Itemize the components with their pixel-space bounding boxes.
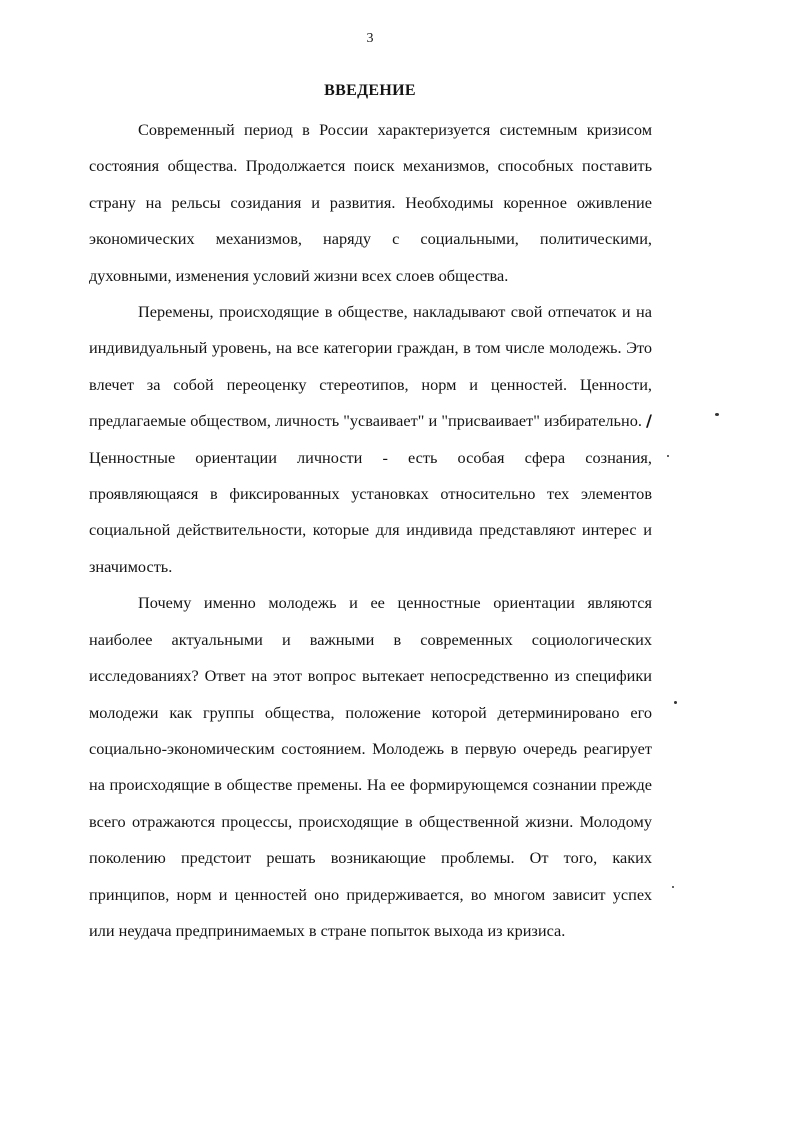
scan-speck bbox=[667, 455, 669, 457]
scan-speck bbox=[672, 886, 674, 888]
paragraph-1: Современный период в России характеризуется системным кризисом состояния общества. Продолжается поиск механизмов, способных поставить страну на рельсы созидания и развития. Необходимы коренное оживление экономических механизмов, наряду с социальными, политическими, духовными, изменения условий жизни всех слоев общества. bbox=[89, 120, 652, 285]
document-body bbox=[89, 112, 652, 949]
scan-speck bbox=[715, 413, 719, 416]
page-number: 3 bbox=[366, 31, 374, 46]
paragraph-3: Почему именно молодежь и ее ценностные ориентации являются наиболее актуальными и важными в современных социологических исследованиях? Ответ на этот вопрос вытекает непосредственно из специфики молодежи как группы общества, положение которой детерминировано его социально-экономическим состоянием. Молодежь в первую очередь реагирует на происходящие в обществе премены. На ее формирующемся сознании прежде всего отражаются процессы, происходящие в общественной жизни. Молодому поколению предстоит решать возникающие проблемы. От того, каких принципов, норм и ценностей оно придерживается, во многом зависит успех или неудача предпринимаемых в стране попыток выхода из кризиса. bbox=[89, 593, 652, 940]
paragraph-2 bbox=[89, 294, 652, 585]
handwritten-separator-mark: / bbox=[646, 411, 652, 431]
section-heading: ВВЕДЕНИЕ bbox=[324, 82, 416, 99]
scan-speck bbox=[674, 701, 677, 704]
paragraph-2-text: Перемены, происходящие в обществе, накладывают свой отпечаток и на индивидуальный уровень, на все категории граждан, в том числе молодежь. Это влечет за собой переоценку стереотипов, норм и ценностей. Ценности, предлагаемые обществом, личность "усваивает" и "присваивает" избирательно. bbox=[89, 302, 652, 431]
paragraph-2-continuation: Ценностные ориентации личности - есть особая сфера сознания, проявляющаяся в фиксированных установках относительно тех элементов социальной действительности, которые для индивида представляют интерес и значимость. bbox=[89, 447, 652, 576]
